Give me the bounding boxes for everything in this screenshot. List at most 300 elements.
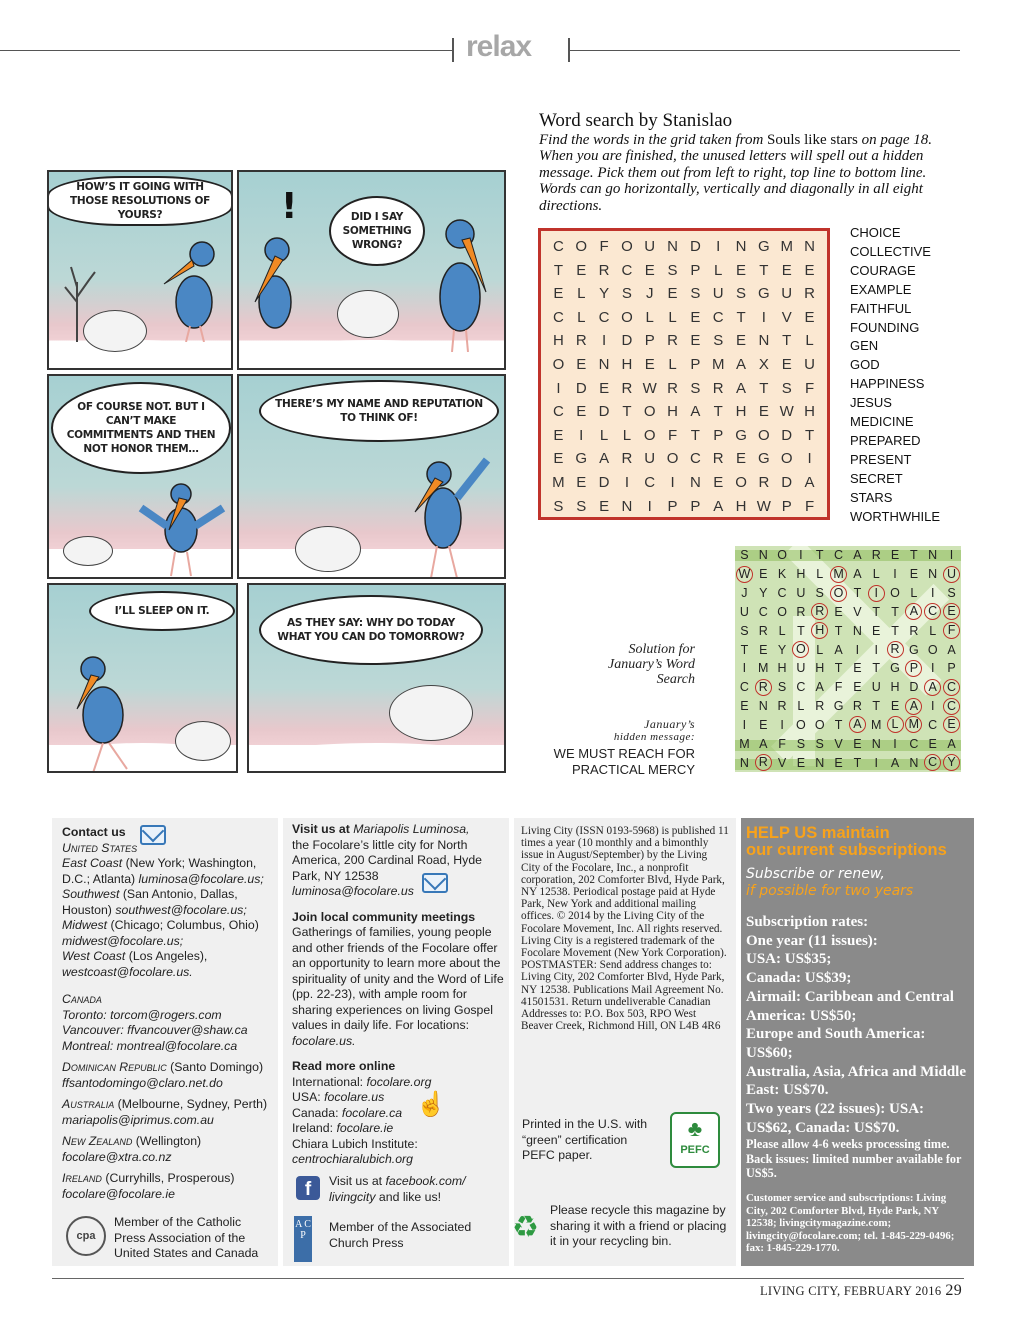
email-link[interactable]: luminosa@focolare.us; xyxy=(138,871,264,886)
link-usa[interactable]: focolare.us xyxy=(324,1090,385,1104)
grid-row xyxy=(547,282,821,306)
solution-letter: F xyxy=(778,736,786,751)
solution-letter: R xyxy=(871,548,881,563)
solution-row xyxy=(735,584,961,603)
solution-letter: E xyxy=(834,604,843,619)
grid-letter: T xyxy=(553,261,563,279)
solution-letter: G xyxy=(890,661,900,676)
grid-letter: O xyxy=(621,238,633,255)
solution-letter: T xyxy=(872,604,881,619)
solution-row xyxy=(735,640,961,659)
grid-letter: G xyxy=(758,450,770,468)
grid-letter: M xyxy=(552,473,565,491)
comic-panel-3 xyxy=(47,374,233,579)
bird-character xyxy=(424,202,504,352)
solution-letter: T xyxy=(834,717,843,732)
comic-panel-1 xyxy=(47,170,233,370)
grid-letter: E xyxy=(553,426,564,444)
grid-letter: F xyxy=(804,497,815,515)
solution-letter: N xyxy=(739,755,749,770)
grid-letter: T xyxy=(759,261,769,279)
solution-row xyxy=(735,678,961,697)
solution-letter: I xyxy=(930,699,935,714)
solution-letter-circled: O xyxy=(791,640,810,659)
cpa-member-text: Member of the Catholic Press Association of the United States and Canada xyxy=(114,1215,259,1260)
grid-letter: S xyxy=(667,261,678,279)
grid-letter: D xyxy=(598,403,610,421)
email-link[interactable]: mariapolis@iprimus.com.au xyxy=(62,1112,214,1127)
grid-letter: O xyxy=(666,450,679,468)
solution-letter: V xyxy=(853,604,862,619)
solution-letter: D xyxy=(909,680,919,695)
grid-letter: T xyxy=(759,379,769,397)
grid-letter: L xyxy=(577,285,586,303)
solution-letter: J xyxy=(741,586,748,601)
grid-letter: R xyxy=(667,332,678,350)
hidden-message: WE MUST REACH FOR PRACTICAL MERCY xyxy=(553,746,695,777)
word-list-item: SECRET xyxy=(850,470,903,486)
speech-bubble-1: HOW’S IT GOING WITH THOSE RESOLUTIONS OF YOURS? xyxy=(47,176,233,226)
grid-letter: A xyxy=(736,379,747,397)
grid-letter: E xyxy=(667,285,678,303)
solution-letter-circled: A xyxy=(904,602,923,621)
word-search-title: Word search by Stanislao xyxy=(539,110,733,131)
solution-letter: N xyxy=(909,755,919,770)
email-link[interactable]: Montreal: montreal@focolare.ca xyxy=(62,1038,238,1053)
bird-character xyxy=(131,468,231,578)
grid-letter: D xyxy=(781,426,793,444)
grid-letter: E xyxy=(736,332,747,350)
grid-letter: E xyxy=(690,308,701,326)
word-list-item: WORTHWHILE xyxy=(850,508,941,524)
solution-letter: H xyxy=(777,661,787,676)
grid-letter: F xyxy=(804,379,815,397)
solution-row xyxy=(735,602,961,621)
solution-letter: E xyxy=(909,567,919,582)
solution-letter: T xyxy=(872,699,881,714)
solution-row xyxy=(735,621,961,640)
grid-letter: E xyxy=(758,403,769,421)
grid-row xyxy=(547,471,821,495)
grid-letter: U xyxy=(644,450,656,468)
solution-row xyxy=(735,659,961,678)
solution-caption: Solution for January’s Word Search xyxy=(608,642,695,687)
word-list-item: JESUS xyxy=(850,395,892,411)
email-link[interactable]: midwest@focolare.us; xyxy=(62,933,184,948)
grid-letter: S xyxy=(781,379,792,397)
grid-letter: A xyxy=(713,497,724,515)
grid-row xyxy=(547,377,821,401)
grid-letter: I xyxy=(601,332,607,350)
grid-letter: A xyxy=(599,450,610,468)
solution-letter: L xyxy=(816,642,824,657)
email-link[interactable]: southwest@focolare.us; xyxy=(115,902,247,917)
solution-letter: M xyxy=(758,661,769,676)
solution-letter: E xyxy=(740,699,749,714)
grid-letter: P xyxy=(690,261,701,279)
envelope-icon xyxy=(140,825,166,845)
grid-letter: H xyxy=(621,355,633,373)
grid-letter: D xyxy=(621,332,633,350)
rock-character xyxy=(83,310,147,352)
word-list-item: FAITHFUL xyxy=(850,300,912,316)
grid-letter: F xyxy=(667,426,678,444)
solution-letter: H xyxy=(890,680,900,695)
solution-letter: R xyxy=(909,623,919,638)
grid-row xyxy=(547,400,821,424)
grid-letter: R xyxy=(804,285,815,303)
grid-letter: E xyxy=(553,450,564,468)
grid-letter: P xyxy=(644,332,655,350)
grid-letter: D xyxy=(575,379,587,397)
solution-letter: U xyxy=(871,680,881,695)
solution-letter: C xyxy=(928,717,938,732)
facebook-icon[interactable]: f xyxy=(296,1176,320,1200)
solution-letter: E xyxy=(928,736,937,751)
acp-logo-icon: A C P xyxy=(294,1216,312,1262)
solution-letter: G xyxy=(833,699,844,714)
grid-letter: G xyxy=(758,285,770,303)
word-search-grid xyxy=(538,228,830,520)
rock-character xyxy=(175,721,231,761)
grid-letter: E xyxy=(713,473,724,491)
bird-character xyxy=(245,222,305,342)
grid-letter: O xyxy=(621,308,633,326)
rock-character xyxy=(63,536,113,566)
grid-letter: U xyxy=(781,285,793,303)
solution-letter-circled: R xyxy=(886,640,905,659)
solution-letter-circled: M xyxy=(829,565,848,584)
grid-letter: O xyxy=(552,355,565,373)
speech-bubble-4: THERE’S MY NAME AND REPUTATION TO THINK OF! xyxy=(259,380,499,442)
grid-letter: L xyxy=(577,308,586,326)
grid-letter: S xyxy=(736,285,747,303)
exclamation-mark: ! xyxy=(281,186,298,227)
rock-character xyxy=(295,526,361,572)
word-search-instructions: Find the words in the grid taken from Souls like stars on page 18. When you are finished, the unused letters will spell out a hidden message. Pick them out from left to right, top line to bottom line. Words can go horizontally, vertically and diagonally in all eight directions. xyxy=(539,132,933,214)
solution-letter: E xyxy=(890,699,900,714)
grid-letter: T xyxy=(690,426,700,444)
solution-letter-circled: O xyxy=(829,584,848,603)
facebook-link[interactable]: facebook.com/ livingcity xyxy=(329,1174,466,1204)
solution-letter: A xyxy=(853,567,862,582)
grid-row xyxy=(547,495,821,519)
solution-letter: C xyxy=(777,586,787,601)
grid-letter: H xyxy=(804,403,815,421)
solution-letter: L xyxy=(929,623,937,638)
rock-character xyxy=(337,290,399,338)
solution-letter: C xyxy=(909,736,919,751)
solution-letter: R xyxy=(796,604,806,619)
grid-letter: Y xyxy=(599,285,610,303)
solution-letter: H xyxy=(815,661,825,676)
solution-letter: C xyxy=(758,604,768,619)
solution-letter: I xyxy=(874,755,878,770)
solution-letter-circled: C xyxy=(942,678,961,697)
grid-letter: L xyxy=(622,426,632,444)
link-canada[interactable]: focolare.ca xyxy=(341,1105,403,1120)
solution-letter: A xyxy=(815,680,824,695)
solution-letter: I xyxy=(893,736,897,751)
solution-letter: T xyxy=(853,755,862,770)
grid-letter: E xyxy=(576,355,587,373)
solution-letter: O xyxy=(777,548,787,563)
envelope-icon xyxy=(422,873,448,893)
solution-letter: I xyxy=(874,642,878,657)
word-list-item: EXAMPLE xyxy=(850,281,912,297)
solution-letter-circled: H xyxy=(810,621,829,640)
grid-letter: E xyxy=(690,332,701,350)
grid-row xyxy=(547,447,821,471)
solution-letter: O xyxy=(777,604,787,619)
grid-letter: O xyxy=(643,403,656,421)
solution-row xyxy=(735,734,961,753)
solution-letter-circled: L xyxy=(886,715,905,734)
grid-letter: C xyxy=(552,238,564,255)
grid-letter: E xyxy=(553,285,564,303)
grid-letter: T xyxy=(713,403,723,421)
grid-letter: C xyxy=(621,261,633,279)
comic-panel-4 xyxy=(237,374,506,579)
solution-letter-circled: C xyxy=(923,753,942,772)
solution-letter: M xyxy=(871,717,882,732)
solution-letter: E xyxy=(759,717,768,732)
solution-letter: I xyxy=(742,661,747,676)
grid-letter: S xyxy=(713,332,724,350)
link-ireland[interactable]: focolare.ie xyxy=(336,1121,394,1135)
solution-letter: E xyxy=(872,623,881,638)
solution-letter: U xyxy=(796,586,806,601)
solution-letter: I xyxy=(742,717,747,732)
grid-letter: D xyxy=(598,473,610,491)
snow xyxy=(247,743,506,773)
solution-row xyxy=(735,565,961,584)
hidden-message-heading: January’s hidden message: xyxy=(613,717,695,743)
solution-letter: L xyxy=(872,567,880,582)
solution-letter: L xyxy=(910,586,918,601)
solution-letter: A xyxy=(834,642,843,657)
snow xyxy=(47,340,233,370)
email-link[interactable]: luminosa@focolare.us xyxy=(292,884,414,898)
solution-letter: E xyxy=(759,642,768,657)
header-rule-left xyxy=(0,50,452,51)
word-list-item: HAPPINESS xyxy=(850,376,925,392)
footer-rule xyxy=(52,1278,964,1279)
bird-character xyxy=(154,232,224,342)
solution-letter: T xyxy=(853,586,862,601)
grid-letter: O xyxy=(758,426,770,444)
grid-letter: P xyxy=(690,497,701,515)
grid-letter: L xyxy=(714,261,723,279)
grid-letter: O xyxy=(643,426,656,444)
solution-letter-circled: E xyxy=(942,715,961,734)
solution-letter: N xyxy=(758,699,768,714)
grid-letter: R xyxy=(712,379,724,397)
solution-letter: C xyxy=(739,680,749,695)
speech-bubble-3: OF COURSE NOT. BUT I CAN’T MAKE COMMITMENTS AND THEN NOT HONOR THEM… xyxy=(51,382,231,474)
grid-letter: M xyxy=(780,238,793,255)
header-rule-right xyxy=(570,50,960,51)
solution-letter: S xyxy=(740,548,749,563)
grid-letter: E xyxy=(804,308,815,326)
solution-letter-circled: M xyxy=(904,715,923,734)
grid-letter: D xyxy=(689,238,701,255)
grid-letter: S xyxy=(690,379,701,397)
grid-letter: R xyxy=(575,332,587,350)
grid-letter: H xyxy=(667,403,678,421)
grid-letter: I xyxy=(761,308,766,326)
solution-letter-circled: C xyxy=(923,602,942,621)
word-list-item: CHOICE xyxy=(850,225,901,240)
word-list-item: MEDICINE xyxy=(850,414,914,430)
solution-letters xyxy=(735,546,961,772)
solution-letter: T xyxy=(815,548,824,563)
grid-letter: A xyxy=(736,355,747,373)
facebook-text: Visit us at facebook.com/ livingcity and like us! xyxy=(329,1174,466,1204)
page-number: 29 xyxy=(945,1282,962,1299)
solution-letter: T xyxy=(891,604,899,619)
grid-letter: G xyxy=(758,238,770,255)
grid-letter: S xyxy=(576,497,587,515)
grid-letter: L xyxy=(645,308,654,326)
pointer-hand-icon: ☝ xyxy=(416,1092,446,1118)
grid-letter: S xyxy=(553,497,564,515)
solution-letter: M xyxy=(739,736,750,751)
word-list xyxy=(850,224,940,527)
grid-letter: D xyxy=(781,473,793,491)
solution-letter: I xyxy=(930,586,935,601)
solution-letter: E xyxy=(853,661,862,676)
solution-letter: E xyxy=(834,755,843,770)
grid-letter: E xyxy=(576,261,587,279)
solution-letter: E xyxy=(890,548,900,563)
grid-letter: R xyxy=(667,379,678,397)
email-link[interactable]: Vancouver: ffvancouver@shaw.ca xyxy=(62,1023,248,1037)
solution-letter: T xyxy=(834,623,843,638)
solution-row xyxy=(735,546,961,565)
grid-letter: E xyxy=(576,403,587,421)
solution-letter: T xyxy=(910,548,918,563)
grid-letter: E xyxy=(599,497,610,515)
solution-letter: I xyxy=(930,661,935,676)
grid-letter: I xyxy=(716,238,721,255)
word-list-item: STARS xyxy=(850,489,893,505)
solution-letter: I xyxy=(780,717,784,732)
grid-letter: C xyxy=(712,308,724,326)
solution-letter-circled: P xyxy=(904,659,923,678)
solution-letter-circled: R xyxy=(754,678,773,697)
solution-letter: A xyxy=(759,736,768,751)
rock-character xyxy=(389,685,473,741)
grid-letter: A xyxy=(690,403,701,421)
grid-letter: N xyxy=(758,332,770,350)
grid-letter: L xyxy=(668,355,677,373)
solution-letter-circled: R xyxy=(810,602,829,621)
grid-letter: P xyxy=(781,497,792,515)
solution-letter: A xyxy=(947,736,956,751)
grid-letter: C xyxy=(644,473,656,491)
recycle-notice: Please recycle this magazine by sharing it with a friend or placing it in your recycling bin. xyxy=(550,1203,727,1248)
solution-letter: N xyxy=(928,548,938,563)
solution-letter-circled: I xyxy=(867,584,886,603)
solution-letter: N xyxy=(928,567,938,582)
solution-letter-circled: A xyxy=(848,715,867,734)
grid-letter: F xyxy=(599,238,609,255)
grid-letter: O xyxy=(780,450,793,468)
subscribe-heading: HELP US maintain our current subscriptions xyxy=(746,824,947,859)
solution-letter: O xyxy=(890,586,900,601)
grid-letter: R xyxy=(598,261,610,279)
solution-letter: A xyxy=(947,642,956,657)
grid-letter: U xyxy=(712,285,724,303)
grid-letter: X xyxy=(758,355,769,373)
subscribe-subheading: Subscribe or renew, if possible for two years xyxy=(746,866,914,899)
solution-letter: S xyxy=(815,736,824,751)
grid-letter: H xyxy=(735,497,747,515)
solution-letter: O xyxy=(814,717,825,732)
grid-letter: I xyxy=(556,379,561,397)
solution-letter: S xyxy=(796,736,806,751)
word-list-item: COURAGE xyxy=(850,262,916,278)
solution-letter: F xyxy=(834,680,843,695)
link-focolare-us[interactable]: focolare.us. xyxy=(292,1033,356,1048)
grid-letter: U xyxy=(804,355,815,373)
email-link[interactable]: Toronto: torcom@rogers.com xyxy=(62,1007,222,1022)
solution-letter-circled: W xyxy=(735,565,754,584)
acp-member-text: Member of the Associated Church Press xyxy=(329,1220,472,1250)
solution-letter: C xyxy=(834,548,844,563)
grid-letter: N xyxy=(735,238,747,255)
grid-letter: E xyxy=(781,355,792,373)
grid-letter: I xyxy=(670,473,675,491)
customer-service: Customer service and subscriptions: Living City, 202 Comforter Blvd, Hyde Park, NY 12538; livingcitymagazine.com; livingcity@focolare.com; tel. 1-845-229-0496; fax: 1-845-229-1770. xyxy=(746,1192,955,1254)
solution-letter: T xyxy=(740,642,749,657)
grid-letter: O xyxy=(575,238,588,255)
solution-letter: N xyxy=(758,548,768,563)
solution-letter: O xyxy=(796,717,806,732)
grid-letter: R xyxy=(758,473,770,491)
solution-row xyxy=(735,753,961,772)
grid-letter: H xyxy=(735,403,747,421)
grid-letter: E xyxy=(736,261,747,279)
solution-letter: L xyxy=(778,623,786,638)
link-international[interactable]: focolare.org xyxy=(366,1074,432,1089)
solution-letter: L xyxy=(816,567,824,582)
grid-letter: I xyxy=(807,450,812,468)
solution-letter: U xyxy=(796,661,806,676)
grid-letter: E xyxy=(781,261,792,279)
legal-notice: Living City (ISSN 0193-5968) is published 11 times a year (10 monthly and a bimonthly issue in August/September) by the Living City of the Focolare, Inc., a nonprofit corporation, 202 Comforter Blvd, Hyde Park, NY 12538. Periodical postage paid at Hyde Park, New York and additional mailing offices. © 2014 by the Living City of the Focolare Movement, Inc. All rights reserved. Living City is a registered trademark of the Focolare Movement (New York Corporation). POSTMASTER: Send address changes to: Living City, 202 Comforter Blvd, Hyde Park, NY 12538. Publications Mail Agreement No. 41501531. Return undeliverable Canadian Addresses to: P.O. Box 503, RPO West Beaver Creek, Richmond Hill, ON L4B 4R6 xyxy=(521,825,729,1033)
grid-letter: N xyxy=(621,497,633,515)
email-link[interactable]: focolare@xtra.co.nz xyxy=(62,1149,172,1164)
link-chiara-lubich[interactable]: centrochiaralubich.org xyxy=(292,1152,413,1166)
grid-letter: J xyxy=(645,285,654,303)
word-list-item: COLLECTIVE xyxy=(850,243,931,259)
solution-letter: P xyxy=(947,661,956,676)
email-link[interactable]: focolare@focolare.ie xyxy=(62,1186,175,1201)
solution-letter: S xyxy=(815,586,824,601)
section-title: relax xyxy=(466,30,532,63)
email-link[interactable]: westcoast@focolare.us. xyxy=(62,964,193,979)
grid-letter: P xyxy=(667,497,678,515)
header-tick-left xyxy=(452,38,454,62)
email-link[interactable]: ffsantodomingo@claro.net.do xyxy=(62,1075,223,1090)
word-list-item: FOUNDING xyxy=(850,319,920,335)
solution-letter: H xyxy=(796,567,806,582)
solution-letter: T xyxy=(797,623,805,638)
solution-letter: E xyxy=(853,680,862,695)
solution-letter: I xyxy=(799,548,803,563)
